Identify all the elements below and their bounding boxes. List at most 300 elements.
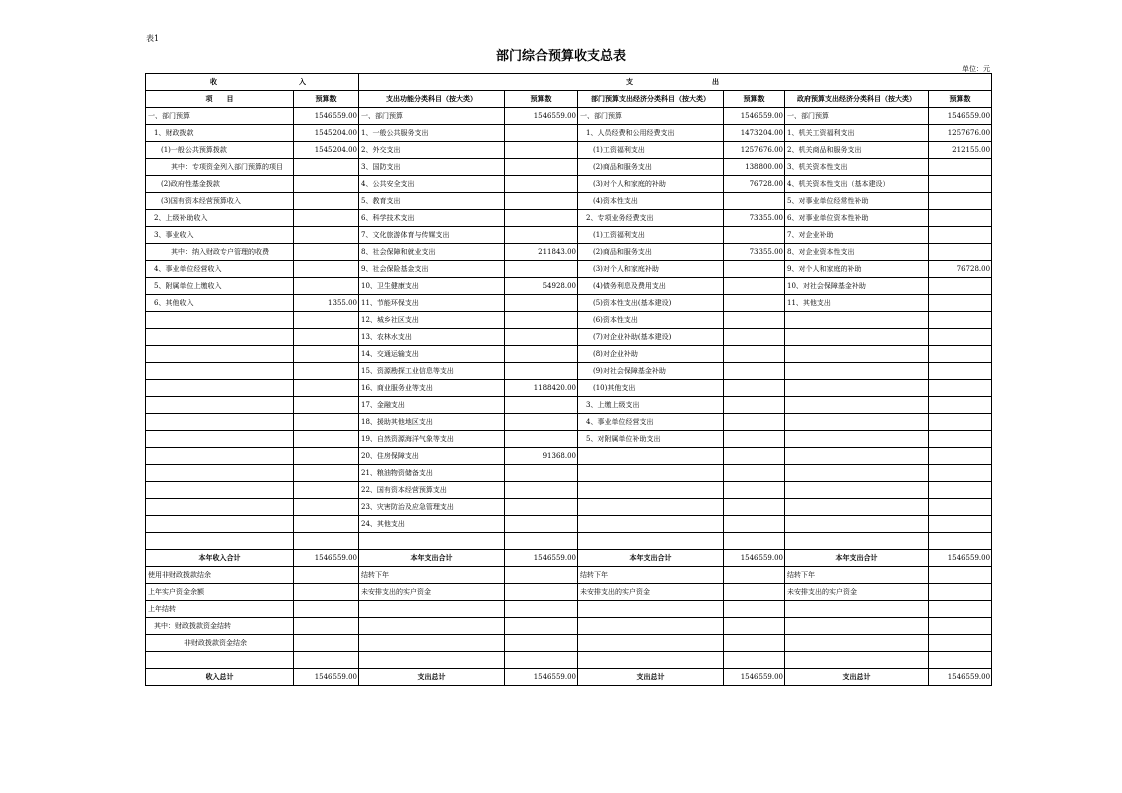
cell-func-amount: [505, 295, 578, 312]
cell-income-item: 上年结转: [146, 601, 294, 618]
cell-func-amount: 1546559.00: [505, 550, 578, 567]
cell-dept-econ-item: [578, 533, 724, 550]
cell-dept-econ-item: (5)资本性支出(基本建设): [578, 295, 724, 312]
cell-income-item: (2)政府性基金拨款: [146, 176, 294, 193]
cell-income-item: [146, 414, 294, 431]
cell-gov-econ-item: [785, 499, 929, 516]
cell-dept-econ-item: (8)对企业补助: [578, 346, 724, 363]
col-header-budget: 预算数: [294, 91, 359, 108]
cell-gov-econ-item: 3、机关资本性支出: [785, 159, 929, 176]
col-header-dept-econ-class: 部门预算支出经济分类科目（按大类）: [578, 91, 724, 108]
cell-func-item: 6、科学技术支出: [359, 210, 505, 227]
cell-dept-econ-amount: [724, 193, 785, 210]
cell-gov-econ-item: [785, 363, 929, 380]
cell-dept-econ-amount: 76728.00: [724, 176, 785, 193]
cell-dept-econ-item: (10)其他支出: [578, 380, 724, 397]
cell-func-item: 24、其他支出: [359, 516, 505, 533]
cell-func-amount: 54928.00: [505, 278, 578, 295]
cell-income-item: 使用非财政拨款结余: [146, 567, 294, 584]
cell-dept-econ-item: 4、事业单位经营支出: [578, 414, 724, 431]
cell-income-amount: [294, 380, 359, 397]
cell-dept-econ-amount: [724, 499, 785, 516]
cell-func-item: 支出总计: [359, 669, 505, 686]
cell-income-item: [146, 346, 294, 363]
cell-func-amount: 1188420.00: [505, 380, 578, 397]
cell-dept-econ-item: [578, 516, 724, 533]
cell-gov-econ-item: [785, 533, 929, 550]
table-row: [146, 465, 992, 482]
cell-gov-econ-amount: [929, 618, 992, 635]
cell-gov-econ-amount: [929, 516, 992, 533]
table-row: [146, 278, 992, 295]
cell-dept-econ-item: (3)对个人和家庭补助: [578, 261, 724, 278]
cell-func-amount: [505, 397, 578, 414]
cell-gov-econ-amount: [929, 482, 992, 499]
cell-dept-econ-item: [578, 618, 724, 635]
cell-gov-econ-item: [785, 516, 929, 533]
cell-dept-econ-amount: 1257676.00: [724, 142, 785, 159]
cell-income-amount: [294, 193, 359, 210]
cell-dept-econ-item: 结转下年: [578, 567, 724, 584]
page-title: 部门综合预算收支总表: [495, 49, 626, 64]
cell-gov-econ-item: 6、对事业单位资本性补助: [785, 210, 929, 227]
cell-income-amount: [294, 465, 359, 482]
cell-func-amount: 211843.00: [505, 244, 578, 261]
cell-gov-econ-item: [785, 329, 929, 346]
grand-total-row: [146, 669, 992, 686]
cell-income-item: 其中：纳入财政专户管理的收费: [146, 244, 294, 261]
cell-gov-econ-amount: [929, 499, 992, 516]
cell-income-amount: [294, 448, 359, 465]
cell-income-item: 4、事业单位经营收入: [146, 261, 294, 278]
cell-dept-econ-amount: [724, 329, 785, 346]
cell-dept-econ-amount: [724, 261, 785, 278]
cell-gov-econ-item: [785, 397, 929, 414]
cell-income-item: [146, 448, 294, 465]
cell-func-amount: [505, 618, 578, 635]
cell-gov-econ-amount: [929, 601, 992, 618]
cell-func-item: [359, 635, 505, 652]
cell-income-amount: [294, 414, 359, 431]
cell-gov-econ-amount: [929, 244, 992, 261]
cell-func-amount: [505, 261, 578, 278]
cell-gov-econ-amount: 1546559.00: [929, 669, 992, 686]
cell-income-amount: [294, 159, 359, 176]
cell-gov-econ-amount: [929, 193, 992, 210]
cell-gov-econ-amount: [929, 431, 992, 448]
cell-income-amount: [294, 584, 359, 601]
cell-gov-econ-item: [785, 601, 929, 618]
cell-gov-econ-amount: [929, 635, 992, 652]
cell-income-amount: [294, 567, 359, 584]
cell-gov-econ-amount: [929, 397, 992, 414]
cell-dept-econ-amount: 1546559.00: [724, 108, 785, 125]
table-row: [146, 142, 992, 159]
cell-income-item: 5、附属单位上缴收入: [146, 278, 294, 295]
cell-dept-econ-item: 3、上缴上级支出: [578, 397, 724, 414]
cell-gov-econ-amount: [929, 584, 992, 601]
cell-income-item: 2、上级补助收入: [146, 210, 294, 227]
cell-gov-econ-item: 10、对社会保障基金补助: [785, 278, 929, 295]
cell-dept-econ-item: [578, 465, 724, 482]
cell-income-amount: [294, 261, 359, 278]
cell-func-item: 23、灾害防治及应急管理支出: [359, 499, 505, 516]
cell-func-amount: [505, 567, 578, 584]
cell-gov-econ-amount: 1257676.00: [929, 125, 992, 142]
cell-func-item: 未安排支出的实户资金: [359, 584, 505, 601]
carryover-row: [146, 567, 992, 584]
cell-dept-econ-amount: [724, 380, 785, 397]
cell-gov-econ-amount: 1546559.00: [929, 550, 992, 567]
cell-income-item: 一、部门预算: [146, 108, 294, 125]
cell-dept-econ-item: 未安排支出的实户资金: [578, 584, 724, 601]
cell-income-amount: [294, 363, 359, 380]
cell-func-amount: [505, 482, 578, 499]
cell-gov-econ-amount: [929, 210, 992, 227]
cell-income-item: [146, 482, 294, 499]
cell-gov-econ-item: [785, 652, 929, 669]
cell-income-item: (3)国有资本经营预算收入: [146, 193, 294, 210]
cell-func-item: 结转下年: [359, 567, 505, 584]
cell-dept-econ-item: (2)商品和服务支出: [578, 244, 724, 261]
table-row: [146, 295, 992, 312]
cell-income-amount: [294, 244, 359, 261]
cell-income-item: 非财政拨款资金结余: [146, 635, 294, 652]
table-row: [146, 431, 992, 448]
table-row: [146, 329, 992, 346]
cell-func-item: 2、外交支出: [359, 142, 505, 159]
cell-dept-econ-amount: [724, 431, 785, 448]
table-row: [146, 448, 992, 465]
cell-func-amount: [505, 227, 578, 244]
cell-gov-econ-item: 2、机关商品和服务支出: [785, 142, 929, 159]
cell-income-amount: [294, 176, 359, 193]
table-row: [146, 125, 992, 142]
cell-income-item: 上年实户资金余额: [146, 584, 294, 601]
cell-income-item: 其中：财政拨款资金结转: [146, 618, 294, 635]
cell-func-item: 4、公共安全支出: [359, 176, 505, 193]
table-row: [146, 363, 992, 380]
cell-func-item: 13、农林水支出: [359, 329, 505, 346]
cell-income-item: [146, 431, 294, 448]
cell-dept-econ-amount: [724, 295, 785, 312]
cell-func-item: 22、国有资本经营预算支出: [359, 482, 505, 499]
cell-gov-econ-amount: [929, 567, 992, 584]
cell-income-item: [146, 516, 294, 533]
cell-income-item: [146, 363, 294, 380]
cell-gov-econ-item: [785, 482, 929, 499]
cell-func-amount: 1546559.00: [505, 669, 578, 686]
carryover-row: [146, 652, 992, 669]
cell-func-item: 1、一般公共服务支出: [359, 125, 505, 142]
cell-func-item: 10、卫生健康支出: [359, 278, 505, 295]
table-row: [146, 516, 992, 533]
cell-income-amount: [294, 210, 359, 227]
cell-func-item: [359, 601, 505, 618]
cell-gov-econ-item: 9、对个人和家庭的补助: [785, 261, 929, 278]
table-row: [146, 176, 992, 193]
cell-dept-econ-item: (2)商品和服务支出: [578, 159, 724, 176]
col-header-budget: 预算数: [724, 91, 785, 108]
cell-income-amount: [294, 652, 359, 669]
cell-func-item: 17、金融支出: [359, 397, 505, 414]
cell-func-item: 16、商业服务业等支出: [359, 380, 505, 397]
table-row: [146, 346, 992, 363]
cell-dept-econ-amount: [724, 567, 785, 584]
table-row: [146, 499, 992, 516]
cell-gov-econ-amount: [929, 346, 992, 363]
cell-dept-econ-item: (1)工资福利支出: [578, 142, 724, 159]
cell-func-item: 5、教育支出: [359, 193, 505, 210]
cell-func-item: 20、住房保障支出: [359, 448, 505, 465]
cell-dept-econ-amount: 1473204.00: [724, 125, 785, 142]
cell-func-item: 一、部门预算: [359, 108, 505, 125]
cell-income-amount: [294, 397, 359, 414]
cell-gov-econ-item: [785, 380, 929, 397]
cell-dept-econ-item: [578, 635, 724, 652]
cell-gov-econ-item: 5、对事业单位经常性补助: [785, 193, 929, 210]
cell-income-amount: [294, 533, 359, 550]
cell-income-amount: [294, 346, 359, 363]
cell-dept-econ-amount: [724, 635, 785, 652]
cell-income-item: 6、其他收入: [146, 295, 294, 312]
cell-income-item: [146, 499, 294, 516]
cell-gov-econ-item: 本年支出合计: [785, 550, 929, 567]
cell-gov-econ-amount: 1546559.00: [929, 108, 992, 125]
cell-gov-econ-amount: [929, 176, 992, 193]
table-row: [146, 312, 992, 329]
cell-dept-econ-amount: [724, 397, 785, 414]
cell-func-amount: [505, 363, 578, 380]
cell-func-amount: [505, 584, 578, 601]
cell-income-amount: [294, 278, 359, 295]
carryover-row: [146, 601, 992, 618]
expense-section-header: 支 出: [359, 74, 992, 91]
cell-func-amount: [505, 176, 578, 193]
cell-income-item: [146, 312, 294, 329]
cell-func-amount: 1546559.00: [505, 108, 578, 125]
cell-func-amount: [505, 346, 578, 363]
cell-dept-econ-amount: [724, 346, 785, 363]
cell-gov-econ-item: [785, 465, 929, 482]
table-row: [146, 159, 992, 176]
cell-gov-econ-amount: [929, 414, 992, 431]
cell-income-item: [146, 533, 294, 550]
cell-dept-econ-amount: 1546559.00: [724, 550, 785, 567]
cell-func-item: 9、社会保险基金支出: [359, 261, 505, 278]
table-row: [146, 244, 992, 261]
cell-dept-econ-item: (9)对社会保障基金补助: [578, 363, 724, 380]
cell-func-item: 本年支出合计: [359, 550, 505, 567]
cell-dept-econ-item: [578, 499, 724, 516]
cell-gov-econ-item: [785, 635, 929, 652]
cell-dept-econ-item: 本年支出合计: [578, 550, 724, 567]
cell-income-amount: [294, 431, 359, 448]
cell-gov-econ-item: 11、其他支出: [785, 295, 929, 312]
cell-gov-econ-item: 未安排支出的实户资金: [785, 584, 929, 601]
cell-func-item: [359, 652, 505, 669]
carryover-row: [146, 635, 992, 652]
cell-income-amount: [294, 482, 359, 499]
cell-func-item: 18、援助其他地区支出: [359, 414, 505, 431]
cell-gov-econ-item: [785, 346, 929, 363]
cell-gov-econ-item: 1、机关工资福利支出: [785, 125, 929, 142]
cell-func-amount: [505, 533, 578, 550]
cell-func-item: 15、资源勘探工业信息等支出: [359, 363, 505, 380]
cell-dept-econ-amount: 73355.00: [724, 210, 785, 227]
cell-income-amount: 1546559.00: [294, 669, 359, 686]
cell-func-item: 19、自然资源海洋气象等支出: [359, 431, 505, 448]
cell-income-amount: [294, 329, 359, 346]
cell-income-amount: 1546559.00: [294, 550, 359, 567]
cell-dept-econ-amount: [724, 601, 785, 618]
cell-dept-econ-amount: [724, 465, 785, 482]
cell-income-item: 其中：专项资金列入部门预算的项目: [146, 159, 294, 176]
carryover-row: [146, 584, 992, 601]
cell-income-amount: [294, 312, 359, 329]
cell-func-amount: [505, 210, 578, 227]
cell-gov-econ-amount: [929, 227, 992, 244]
cell-gov-econ-amount: [929, 312, 992, 329]
cell-func-item: 12、城乡社区支出: [359, 312, 505, 329]
cell-dept-econ-amount: [724, 312, 785, 329]
cell-income-item: [146, 397, 294, 414]
cell-income-amount: 1546559.00: [294, 108, 359, 125]
cell-func-amount: [505, 159, 578, 176]
cell-income-amount: [294, 516, 359, 533]
cell-func-amount: [505, 516, 578, 533]
cell-income-item: 收入总计: [146, 669, 294, 686]
sheet-label: 表1: [146, 34, 160, 43]
cell-dept-econ-item: 一、部门预算: [578, 108, 724, 125]
cell-gov-econ-item: [785, 312, 929, 329]
cell-gov-econ-amount: [929, 159, 992, 176]
cell-func-amount: [505, 193, 578, 210]
cell-income-item: [146, 380, 294, 397]
cell-func-amount: [505, 329, 578, 346]
cell-gov-econ-item: [785, 448, 929, 465]
cell-dept-econ-amount: [724, 516, 785, 533]
cell-gov-econ-item: 7、对企业补助: [785, 227, 929, 244]
cell-dept-econ-item: [578, 448, 724, 465]
cell-func-item: 7、文化旅游体育与传媒支出: [359, 227, 505, 244]
cell-dept-econ-amount: [724, 533, 785, 550]
cell-dept-econ-item: 2、专项业务经费支出: [578, 210, 724, 227]
cell-func-amount: 91368.00: [505, 448, 578, 465]
cell-dept-econ-item: 5、对附属单位补助支出: [578, 431, 724, 448]
cell-dept-econ-item: (4)债务利息及费用支出: [578, 278, 724, 295]
table-row: [146, 533, 992, 550]
cell-income-amount: [294, 618, 359, 635]
cell-dept-econ-amount: [724, 584, 785, 601]
cell-gov-econ-amount: [929, 652, 992, 669]
table-row: [146, 227, 992, 244]
cell-dept-econ-item: [578, 482, 724, 499]
cell-income-item: [146, 329, 294, 346]
cell-dept-econ-amount: 1546559.00: [724, 669, 785, 686]
table-row: [146, 210, 992, 227]
cell-gov-econ-item: [785, 618, 929, 635]
col-header-budget: 预算数: [929, 91, 992, 108]
cell-func-amount: [505, 431, 578, 448]
cell-gov-econ-amount: [929, 533, 992, 550]
cell-income-amount: [294, 499, 359, 516]
cell-func-item: 11、节能环保支出: [359, 295, 505, 312]
cell-income-item: [146, 652, 294, 669]
cell-income-item: 3、事业收入: [146, 227, 294, 244]
cell-income-amount: 1545204.00: [294, 125, 359, 142]
col-header-gov-econ-class: 政府预算支出经济分类科目（按大类）: [785, 91, 929, 108]
cell-dept-econ-item: [578, 601, 724, 618]
cell-dept-econ-item: (3)对个人和家庭的补助: [578, 176, 724, 193]
cell-dept-econ-item: (1)工资福利支出: [578, 227, 724, 244]
cell-dept-econ-item: (7)对企业补助(基本建设): [578, 329, 724, 346]
table-row: [146, 380, 992, 397]
cell-income-amount: 1355.00: [294, 295, 359, 312]
cell-func-amount: [505, 125, 578, 142]
budget-summary-table: [145, 73, 992, 686]
cell-gov-econ-amount: 76728.00: [929, 261, 992, 278]
cell-func-item: [359, 533, 505, 550]
cell-dept-econ-amount: [724, 652, 785, 669]
cell-income-item: 本年收入合计: [146, 550, 294, 567]
cell-func-amount: [505, 499, 578, 516]
table-row: [146, 414, 992, 431]
cell-dept-econ-item: [578, 652, 724, 669]
cell-func-item: 8、社会保障和就业支出: [359, 244, 505, 261]
cell-dept-econ-amount: [724, 618, 785, 635]
cell-income-amount: [294, 601, 359, 618]
cell-dept-econ-item: 1、人员经费和公用经费支出: [578, 125, 724, 142]
carryover-row: [146, 618, 992, 635]
unit-label: 单位：元: [962, 65, 990, 73]
table-row: [146, 261, 992, 278]
cell-gov-econ-amount: [929, 448, 992, 465]
cell-income-amount: [294, 635, 359, 652]
header-row-columns: [146, 91, 992, 108]
cell-func-amount: [505, 635, 578, 652]
cell-dept-econ-amount: [724, 363, 785, 380]
cell-income-amount: 1545204.00: [294, 142, 359, 159]
cell-dept-econ-amount: [724, 227, 785, 244]
cell-func-amount: [505, 312, 578, 329]
cell-func-amount: [505, 414, 578, 431]
cell-dept-econ-amount: 73355.00: [724, 244, 785, 261]
table-row: [146, 108, 992, 125]
cell-dept-econ-item: (6)资本性支出: [578, 312, 724, 329]
cell-gov-econ-amount: [929, 295, 992, 312]
cell-gov-econ-item: 一、部门预算: [785, 108, 929, 125]
cell-func-amount: [505, 652, 578, 669]
col-header-item: 项 目: [146, 91, 294, 108]
cell-func-item: 21、粮油物资储备支出: [359, 465, 505, 482]
cell-gov-econ-amount: [929, 363, 992, 380]
cell-func-item: [359, 618, 505, 635]
cell-dept-econ-amount: [724, 414, 785, 431]
cell-dept-econ-item: (4)资本性支出: [578, 193, 724, 210]
cell-gov-econ-item: 4、机关资本性支出（基本建设）: [785, 176, 929, 193]
col-header-func-class: 支出功能分类科目（按大类）: [359, 91, 505, 108]
cell-gov-econ-item: [785, 414, 929, 431]
cell-gov-econ-amount: [929, 278, 992, 295]
cell-income-item: (1)一般公共预算拨款: [146, 142, 294, 159]
cell-income-amount: [294, 227, 359, 244]
header-row-sections: [146, 74, 992, 91]
cell-gov-econ-item: [785, 431, 929, 448]
cell-dept-econ-amount: [724, 448, 785, 465]
col-header-budget: 预算数: [505, 91, 578, 108]
cell-gov-econ-item: 结转下年: [785, 567, 929, 584]
